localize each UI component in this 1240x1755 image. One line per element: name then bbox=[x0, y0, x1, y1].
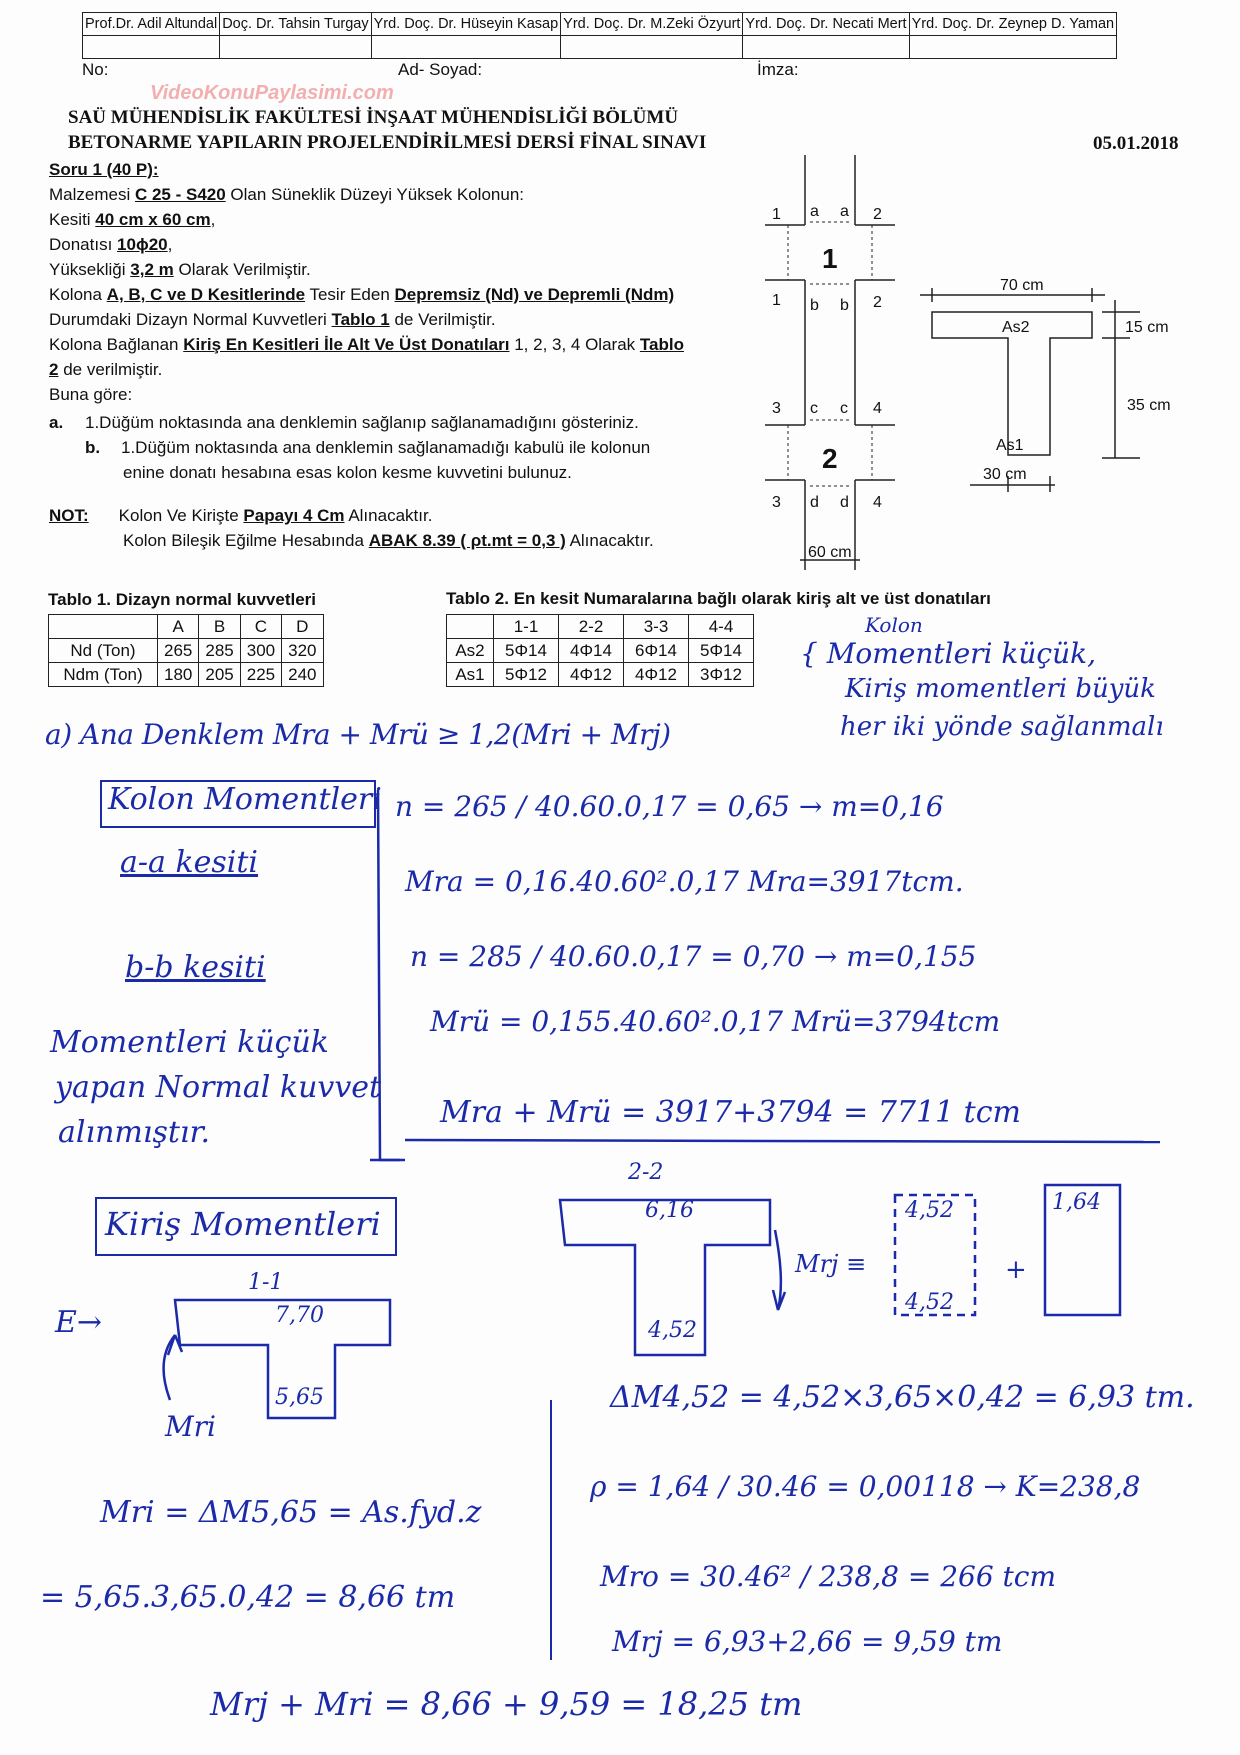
instructor-cell: Doç. Dr. Tahsin Turgay bbox=[220, 13, 371, 36]
section-22-top: 6,16 bbox=[645, 1198, 694, 1223]
beam-moments-heading: Kiriş Momentleri bbox=[105, 1205, 381, 1243]
plus-sign: + bbox=[1005, 1255, 1027, 1285]
instructor-cell: Yrd. Doç. Dr. Hüseyin Kasap bbox=[371, 13, 561, 36]
flange-depth-label: 15 cm bbox=[1125, 319, 1169, 336]
mri-label: Mri bbox=[165, 1410, 217, 1443]
rect-value: 1,64 bbox=[1052, 1190, 1101, 1215]
exam-title: BETONARME YAPILARIN PROJELENDİRİLMESİ DERSİ FİNAL SINAVI bbox=[68, 132, 707, 153]
signature-cell bbox=[561, 36, 743, 59]
part-b-text: 1.Düğüm noktasında ana denklemin sağlanamadığı kabulü ile kolonun bbox=[121, 438, 651, 457]
node-1-label: 1 bbox=[822, 243, 838, 274]
no-label: No: bbox=[82, 60, 109, 79]
equation-line: ρ = 1,64 / 30.46 = 0,00118 → K=238,8 bbox=[590, 1470, 1141, 1503]
section-label: b bbox=[840, 297, 849, 314]
part-a-label: a. bbox=[49, 413, 64, 432]
table1-title: Tablo 1. Dizayn normal kuvvetleri bbox=[48, 590, 316, 609]
section-11-bottom: 5,65 bbox=[275, 1385, 324, 1410]
flange-width-label: 70 cm bbox=[1000, 277, 1044, 294]
signature-label: İmza: bbox=[757, 60, 799, 79]
equation-line: n = 265 / 40.60.0,17 = 0,65 → m=0,16 bbox=[395, 790, 944, 823]
dashed-bottom-value: 4,52 bbox=[905, 1290, 954, 1315]
t-beam-section bbox=[920, 270, 1180, 505]
equation-line: Mra = 0,16.40.60².0,17 Mra=3917tcm. bbox=[405, 865, 964, 898]
equation-line: Mrü = 0,155.40.60².0,17 Mrü=3794tcm bbox=[430, 1005, 1001, 1038]
table2-title: Tablo 2. En kesit Numaralarına bağlı olarak kiriş alt ve üst donatıları bbox=[446, 589, 991, 608]
section-label: c bbox=[810, 400, 818, 417]
hand-note: her iki yönde sağlanmalı bbox=[840, 712, 1164, 742]
section-label: d bbox=[840, 494, 849, 511]
exam-date: 05.01.2018 bbox=[1093, 133, 1179, 154]
watermark: VideoKonuPaylasimi.com bbox=[150, 82, 394, 104]
hand-note: { Momentleri küçük, bbox=[800, 637, 1096, 670]
section-bb-label: b-b kesiti bbox=[125, 950, 266, 985]
final-equation: Mrj + Mri = 8,66 + 9,59 = 18,25 tm bbox=[210, 1685, 803, 1723]
section-22-bottom: 4,52 bbox=[648, 1318, 697, 1343]
section-label: 2 bbox=[873, 294, 882, 311]
section-label: a bbox=[810, 203, 819, 220]
column-moments-heading: Kolon Momentleri bbox=[108, 782, 382, 817]
dashed-top-value: 4,52 bbox=[905, 1198, 954, 1223]
section-label: 1 bbox=[772, 292, 781, 309]
node-2-label: 2 bbox=[822, 443, 838, 474]
table2: 1-1 2-2 3-3 4-4 As2 5Φ14 4Φ14 6Φ14 5Φ14 As1 5Φ12 4Φ12 4Φ12 3Φ12 bbox=[446, 614, 754, 687]
part-a-text: 1.Düğüm noktasında ana denklemin sağlanıp sağlanamadığını gösteriniz. bbox=[85, 413, 639, 432]
equation-line: = 5,65.3,65.0,42 = 8,66 tm bbox=[40, 1580, 456, 1615]
instructor-cell: Yrd. Doç. Dr. M.Zeki Özyurt bbox=[561, 13, 743, 36]
signature-cell bbox=[743, 36, 909, 59]
table-row: As1 5Φ12 4Φ12 4Φ12 3Φ12 bbox=[447, 663, 754, 687]
equation-line: n = 285 / 40.60.0,17 = 0,70 → m=0,155 bbox=[410, 940, 977, 973]
signature-cell bbox=[371, 36, 561, 59]
side-note: yapan Normal kuvvet bbox=[55, 1070, 382, 1105]
as1-label: As1 bbox=[996, 437, 1024, 454]
equation-line: Mrj = 6,93+2,66 = 9,59 tm bbox=[612, 1625, 1003, 1658]
section-label: 4 bbox=[873, 494, 882, 511]
side-note: alınmıştır. bbox=[58, 1115, 211, 1150]
mrj-equivalent: Mrj ≡ bbox=[795, 1250, 867, 1278]
note-label: NOT: bbox=[49, 506, 89, 525]
equation-line: ΔM4,52 = 4,52×3,65×0,42 = 6,93 tm. bbox=[610, 1380, 1195, 1415]
instructor-cell: Yrd. Doç. Dr. Necati Mert bbox=[743, 13, 909, 36]
section-label: 3 bbox=[772, 494, 781, 511]
section-11-label: 1-1 bbox=[248, 1270, 284, 1295]
question-text: Soru 1 (40 P): Malzemesi C 25 - S420 Olan Süneklik Düzeyi Yüksek Kolonun: Kesiti 40 cm x 60 cm, Donatısı 10ϕ20, Yüksekliği 3,2 m Olarak Verilmiştir. Kolona A, B, C ve D Kesitlerinde Tesir Eden Depremsiz (Nd) ve Depremli (Ndm) Durumdaki Dizayn Normal Kuvvetleri Tablo 1 de Verilmiştir. Kolona Bağlanan Kiriş En Kesitleri İle Alt Ve Üst Donatıları 1, 2, 3, 4 Olarak Tablo 2 de verilmiştir. Buna göre: a. 1.Düğüm noktasında ana denklemin sağlanıp sağlanamadığını gösteriniz. b. 1.Düğüm noktasında ana denklemin sağlanamadığı kabulü ile kolonun enine donatı hesabına esas kolon kesme kuvvetini bulunuz. NOT: Kolon Ve Kirişte Papayı 4 Cm Alınacaktır. Kolon Bileşik Eğilme Hesabında ABAK 8.39 ( ρt.mt = 0,3 ) Alınacaktır. bbox=[49, 160, 684, 550]
side-note: Momentleri küçük bbox=[50, 1025, 329, 1060]
earthquake-arrow: E→ bbox=[55, 1305, 103, 1340]
instructor-cell: Yrd. Doç. Dr. Zeynep D. Yaman bbox=[909, 13, 1117, 36]
part-b-label: b. bbox=[85, 438, 101, 457]
table-row: Ndm (Ton) 180 205 225 240 bbox=[49, 663, 324, 687]
section-label: 4 bbox=[873, 400, 882, 417]
table-row: Nd (Ton) 265 285 300 320 bbox=[49, 639, 324, 663]
section-aa-label: a-a kesiti bbox=[120, 845, 259, 880]
web-depth-label: 35 cm bbox=[1127, 397, 1171, 414]
equation-line: Mri = ΔM5,65 = As.fyd.z bbox=[100, 1495, 482, 1530]
signature-cell bbox=[220, 36, 371, 59]
section-label: d bbox=[810, 494, 819, 511]
hand-note: Kolon bbox=[865, 613, 923, 637]
main-equation: a) Ana Denklem Mra + Mrü ≥ 1,2(Mri + Mrj) bbox=[45, 718, 671, 751]
divider-line bbox=[550, 1400, 552, 1660]
section-label: 1 bbox=[772, 206, 781, 223]
faculty-title: SAÜ MÜHENDİSLİK FAKÜLTESİ İNŞAAT MÜHENDİSLİĞİ BÖLÜMÜ bbox=[68, 107, 679, 128]
section-label: a bbox=[840, 203, 849, 220]
section-22-label: 2-2 bbox=[628, 1160, 664, 1185]
question-title: Soru 1 (40 P): bbox=[49, 160, 159, 179]
equation-line: Mra + Mrü = 3917+3794 = 7711 tcm bbox=[440, 1095, 1021, 1130]
section-label: 2 bbox=[873, 206, 882, 223]
hand-note: Kiriş momentleri büyük bbox=[845, 674, 1156, 704]
instructor-cell: Prof.Dr. Adil Altundal bbox=[83, 13, 220, 36]
table-row: As2 5Φ14 4Φ14 6Φ14 5Φ14 bbox=[447, 639, 754, 663]
table1: A B C D Nd (Ton) 265 285 300 320 Ndm (Ton) 180 205 225 240 bbox=[48, 614, 324, 687]
section-11-top: 7,70 bbox=[275, 1303, 324, 1328]
instructor-table bbox=[82, 12, 1117, 59]
section-label: b bbox=[810, 297, 819, 314]
signature-cell bbox=[83, 36, 220, 59]
column-width-label: 60 cm bbox=[808, 544, 852, 561]
web-width-label: 30 cm bbox=[983, 466, 1027, 483]
section-label: 3 bbox=[772, 400, 781, 417]
name-label: Ad- Soyad: bbox=[398, 60, 483, 79]
section-label: c bbox=[840, 400, 848, 417]
as2-label: As2 bbox=[1002, 319, 1030, 336]
signature-cell bbox=[909, 36, 1117, 59]
equation-line: Mro = 30.46² / 238,8 = 266 tcm bbox=[600, 1560, 1057, 1593]
